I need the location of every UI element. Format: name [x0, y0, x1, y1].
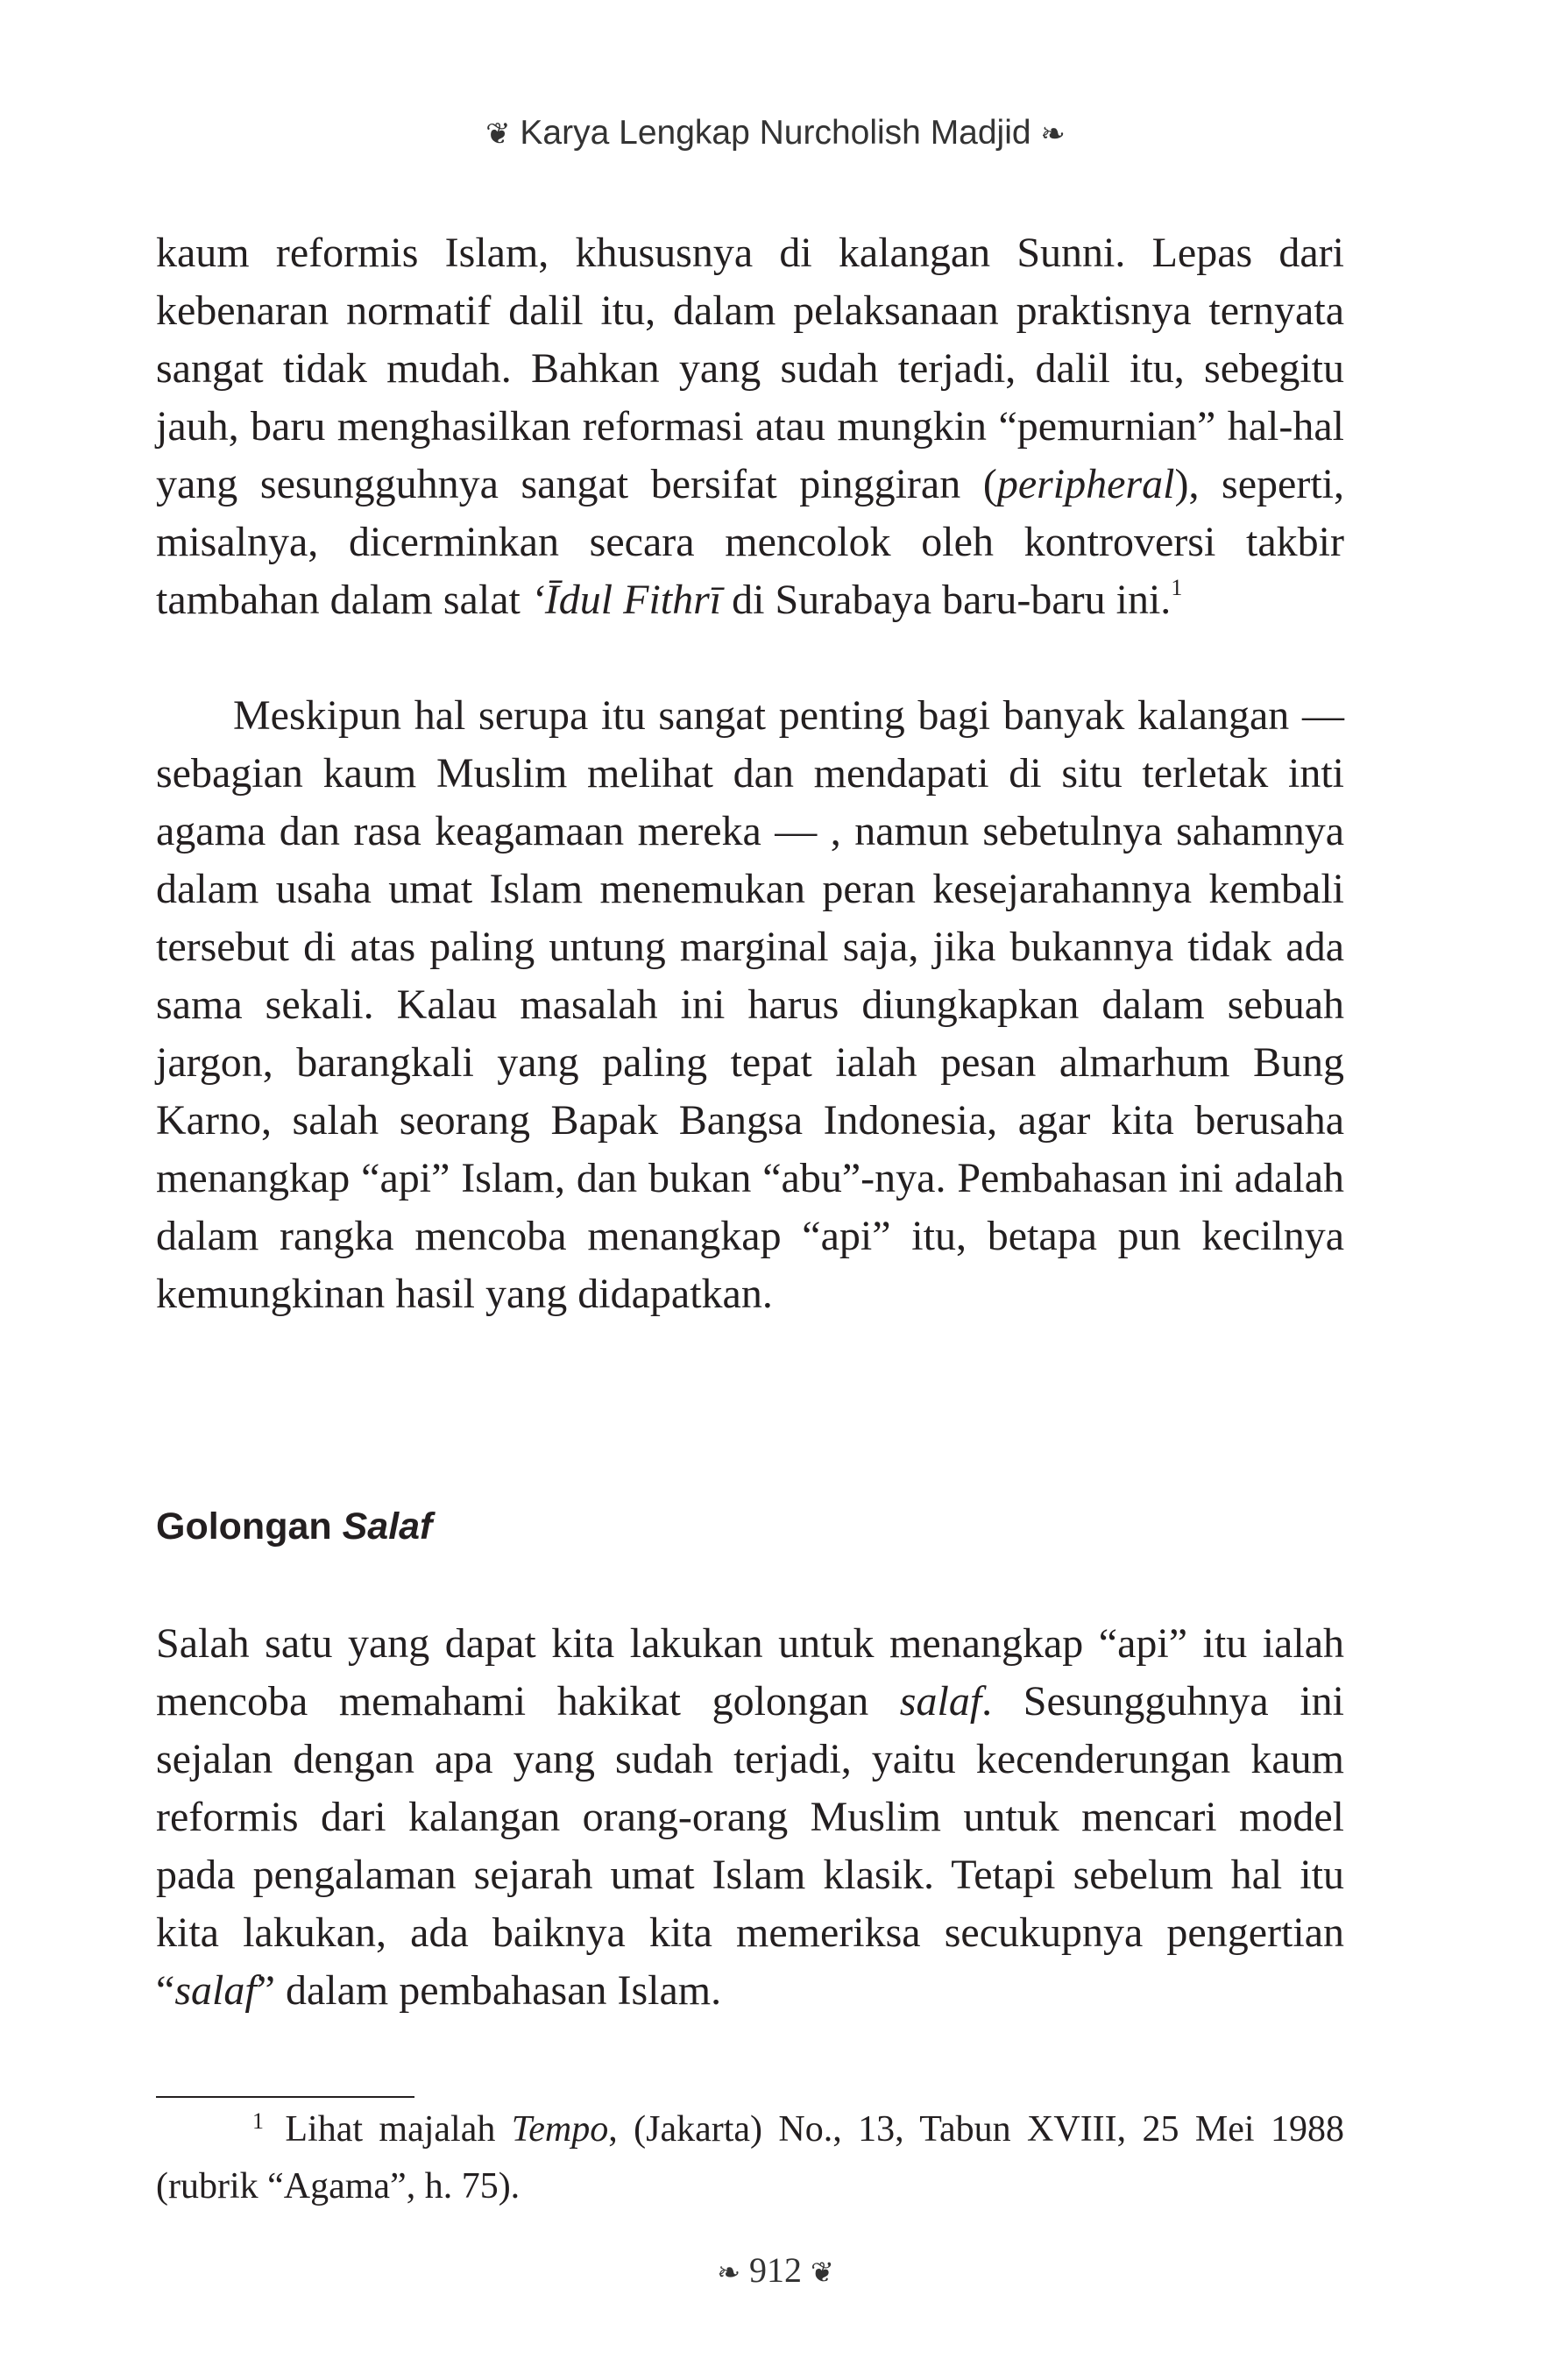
text-run: di Surabaya baru-baru ini. — [721, 577, 1172, 623]
italic-term: salaf — [899, 1678, 982, 1725]
section-heading — [156, 1502, 432, 1551]
paragraph-text: Meskipun hal serupa itu sangat penting bagi banyak kalangan — sebagian kaum Muslim melihat dan mendapati di situ terletak inti agama dan rasa keagamaan mereka — , namun sebetulnya sahamnya dalam usaha umat Islam menemukan peran kesejarahannya kembali tersebut di atas paling untung marginal saja, jika bukannya tidak ada sama sekali. Kalau masalah ini harus diungkapkan dalam sebuah jargon, barangkali yang paling tepat ialah pesan almarhum Bung Karno, salah seorang Bapak Bangsa Indonesia, agar kita berusaha menangkap “api” Islam, dan bukan “abu”-nya. Pembahasan ini adalah dalam rangka mencoba menangkap “api” itu, betapa pun kecilnya kemungkinan hasil yang didapatkan. — [156, 692, 1344, 1317]
italic-term: salaf — [174, 1967, 257, 2014]
text-run: ), seperti, misalnya, dicerminkan secara mencolok oleh kontroversi takbir tambahan dalam salat — [156, 461, 1344, 623]
paragraph-3 — [156, 1615, 1344, 2020]
footnote-number: 1 — [252, 2108, 264, 2134]
footnote — [156, 2103, 1344, 2213]
footnote-text: Lihat majalah — [269, 2109, 512, 2150]
text-run: Salah satu yang dapat kita lakukan untuk menangkap “api” itu ialah mencoba memahami hakikat golongan — [156, 1620, 1344, 1725]
ornament-right-icon: ❧ — [1040, 117, 1066, 152]
ornament-left-icon: ❦ — [485, 117, 511, 152]
ornament-left-icon: ❧ — [717, 2256, 740, 2289]
page-number — [0, 2249, 1551, 2291]
paragraph-2 — [156, 687, 1344, 1323]
footnote-reference[interactable]: 1 — [1171, 575, 1183, 600]
page-number-value: 912 — [749, 2250, 802, 2290]
footnote-italic: Tempo — [511, 2109, 609, 2150]
heading-text: Golongan — [156, 1505, 343, 1548]
ornament-right-icon: ❦ — [811, 2256, 834, 2289]
heading-italic: Salaf — [342, 1505, 433, 1548]
text-run: ” dalam pembahasan Islam. — [256, 1967, 722, 2014]
text-run: kaum reformis Islam, khususnya di kalangan Sunni. Lepas dari kebenaran normatif dalil itu, dalam pelaksanaan praktisnya ternyata sangat tidak mudah. Bahkan yang sudah terjadi, dalil itu, sebegitu jauh, baru menghasilkan reformasi atau mungkin “pemurnian” hal-hal yang sesungguhnya sangat bersifat pinggiran ( — [156, 230, 1344, 507]
italic-term: ‘Īdul Fithrī — [530, 577, 722, 623]
book-title: Karya Lengkap Nurcholish Madjid — [520, 114, 1031, 152]
footnote-divider — [156, 2096, 414, 2098]
footnote-text: , (Jakarta) No., 13, Tabun XVIII, 25 Mei 1988 (rubrik “Agama”, h. 75). — [156, 2109, 1344, 2206]
text-run: . Sesungguhnya ini sejalan dengan apa yang sudah terjadi, yaitu kecenderungan kaum reformis dari kalangan orang-orang Muslim untuk mencari model pada pengalaman sejarah umat Islam klasik. Tetapi sebelum hal itu kita lakukan, ada baiknya kita memeriksa secukupnya pengertian “ — [156, 1678, 1344, 2014]
italic-term: peripheral — [996, 461, 1175, 507]
running-header — [0, 114, 1551, 152]
paragraph-1 — [156, 224, 1344, 629]
